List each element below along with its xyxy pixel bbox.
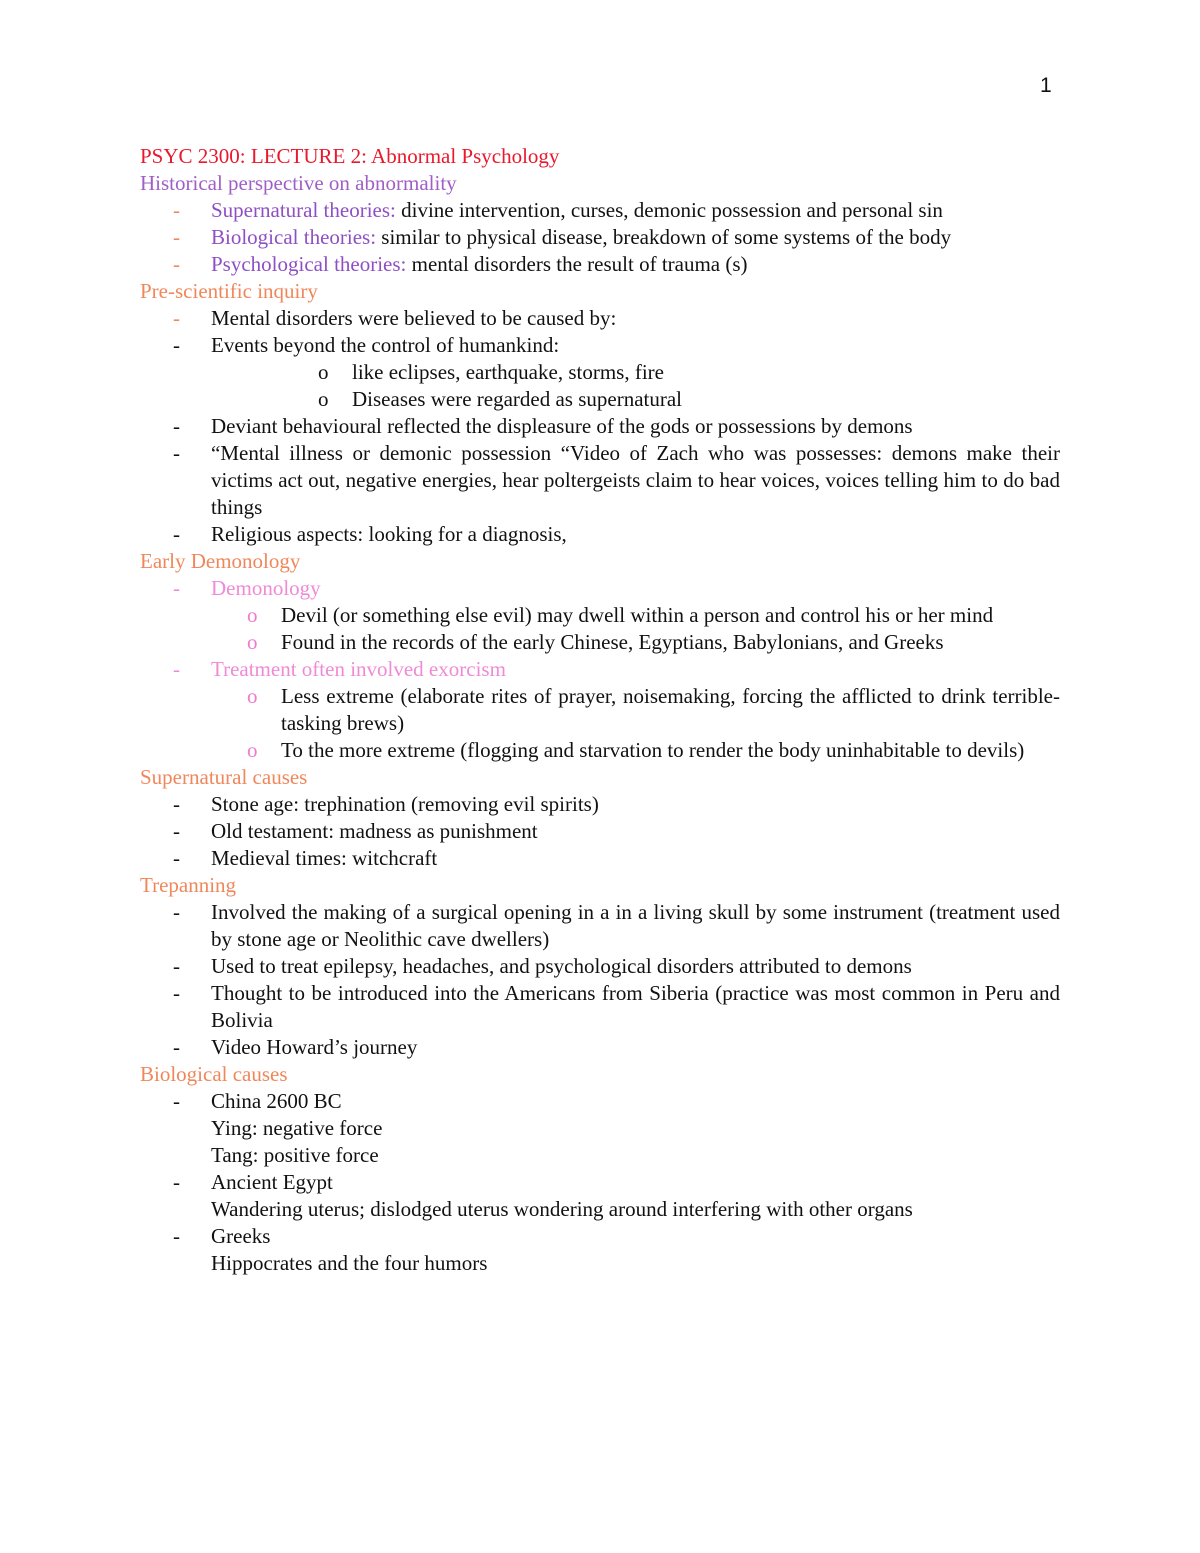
dash-marker: - [173, 1170, 180, 1194]
item-text: Greeks [211, 1224, 271, 1248]
section-heading-historical: Historical perspective on abnormality [140, 171, 457, 195]
sub-list-item [140, 386, 1060, 413]
dash-marker: - [173, 819, 180, 843]
sub-list-item [140, 602, 1060, 629]
item-text: like eclipses, earthquake, storms, fire [352, 360, 664, 384]
list-item [140, 251, 1060, 278]
item-text: Found in the records of the early Chinese, Egyptians, Babylonians, and Greeks [281, 630, 944, 654]
dash-marker: - [173, 333, 180, 357]
list-item [140, 1223, 1060, 1250]
dash-marker: - [173, 198, 180, 222]
list-item [140, 1169, 1060, 1196]
item-text: Deviant behavioural reflected the displeasure of the gods or possessions by demons [211, 414, 913, 438]
item-text: Ancient Egypt [211, 1170, 333, 1194]
item-label: Psychological theories: [211, 252, 407, 276]
dash-marker: - [173, 576, 180, 600]
continuation-line: Tang: positive force [211, 1143, 379, 1167]
item-text: Events beyond the control of humankind: [211, 333, 560, 357]
list-item [140, 980, 1060, 1034]
dash-marker: - [173, 981, 180, 1005]
circle-marker: o [247, 630, 258, 654]
dash-marker: - [173, 1089, 180, 1113]
item-text: divine intervention, curses, demonic possession and personal sin [395, 198, 943, 222]
section-heading-demonology: Early Demonology [140, 549, 301, 573]
list-item [140, 521, 1060, 548]
sub-list-item [140, 737, 1060, 764]
item-text: mental disorders the result of trauma (s) [406, 252, 748, 276]
item-label: Supernatural theories: [211, 198, 396, 222]
continuation-line: Ying: negative force [211, 1116, 383, 1140]
list-item [140, 197, 1060, 224]
dash-marker: - [173, 900, 180, 924]
item-text: Stone age: trephination (removing evil spirits) [211, 792, 599, 816]
item-text: Thought to be introduced into the Americans from Siberia (practice was most common in Peru and Bolivia [211, 981, 1060, 1032]
item-text: Used to treat epilepsy, headaches, and psychological disorders attributed to demons [211, 954, 912, 978]
list-item [140, 575, 1060, 602]
item-text: Old testament: madness as punishment [211, 819, 538, 843]
circle-marker: o [247, 684, 258, 708]
list-item [140, 1088, 1060, 1115]
section-heading-supernatural: Supernatural causes [140, 765, 308, 789]
list-item [140, 332, 1060, 359]
dash-marker: - [173, 1224, 180, 1248]
dash-marker: - [173, 1035, 180, 1059]
list-item [140, 440, 1060, 521]
sub-list-item [140, 359, 1060, 386]
list-item [140, 305, 1060, 332]
list-item [140, 224, 1060, 251]
item-text: Devil (or something else evil) may dwell within a person and control his or her mind [281, 603, 994, 627]
item-text: Religious aspects: looking for a diagnosis, [211, 522, 567, 546]
section-heading-biological: Biological causes [140, 1062, 288, 1086]
sub-list-item [140, 629, 1060, 656]
dash-marker: - [173, 792, 180, 816]
document-title: PSYC 2300: LECTURE 2: Abnormal Psychology [140, 144, 560, 168]
item-text: “Mental illness or demonic possession “Video of Zach who was possesses: demons make their victims act out, negative energies, hear poltergeists claim to hear voices, voices telling him to do bad things [211, 441, 1060, 519]
circle-marker: o [318, 360, 329, 384]
section-heading-trepanning: Trepanning [140, 873, 237, 897]
list-item [140, 818, 1060, 845]
item-text: Video Howard’s journey [211, 1035, 418, 1059]
item-text: China 2600 BC [211, 1089, 342, 1113]
item-text: Demonology [211, 576, 321, 600]
list-item [140, 1034, 1060, 1061]
sub-list-item [140, 683, 1060, 737]
list-item [140, 953, 1060, 980]
item-text: similar to physical disease, breakdown of some systems of the body [376, 225, 952, 249]
dash-marker: - [173, 522, 180, 546]
document-body [140, 143, 1060, 1277]
item-text: To the more extreme (flogging and starvation to render the body uninhabitable to devils) [281, 738, 1025, 762]
dash-marker: - [173, 252, 180, 276]
continuation-line: Wandering uterus; dislodged uterus wondering around interfering with other organs [211, 1197, 913, 1221]
list-item [140, 656, 1060, 683]
list-item [140, 413, 1060, 440]
dash-marker: - [173, 306, 180, 330]
dash-marker: - [173, 657, 180, 681]
item-text: Medieval times: witchcraft [211, 846, 438, 870]
dash-marker: - [173, 846, 180, 870]
item-text: Less extreme (elaborate rites of prayer, noisemaking, forcing the afflicted to drink terrible-tasking brews) [281, 684, 1060, 735]
list-item [140, 899, 1060, 953]
item-text: Diseases were regarded as supernatural [352, 387, 683, 411]
section-heading-prescientific: Pre-scientific inquiry [140, 279, 318, 303]
page-number: 1 [1040, 74, 1052, 97]
dash-marker: - [173, 441, 180, 465]
circle-marker: o [247, 603, 258, 627]
circle-marker: o [247, 738, 258, 762]
circle-marker: o [318, 387, 329, 411]
item-text: Treatment often involved exorcism [211, 657, 506, 681]
dash-marker: - [173, 414, 180, 438]
item-text: Mental disorders were believed to be caused by: [211, 306, 617, 330]
dash-marker: - [173, 225, 180, 249]
list-item [140, 845, 1060, 872]
item-label: Biological theories: [211, 225, 377, 249]
list-item [140, 791, 1060, 818]
continuation-line: Hippocrates and the four humors [211, 1251, 488, 1275]
dash-marker: - [173, 954, 180, 978]
item-text: Involved the making of a surgical opening in a in a living skull by some instrument (treatment used by stone age or Neolithic cave dwellers) [211, 900, 1060, 951]
